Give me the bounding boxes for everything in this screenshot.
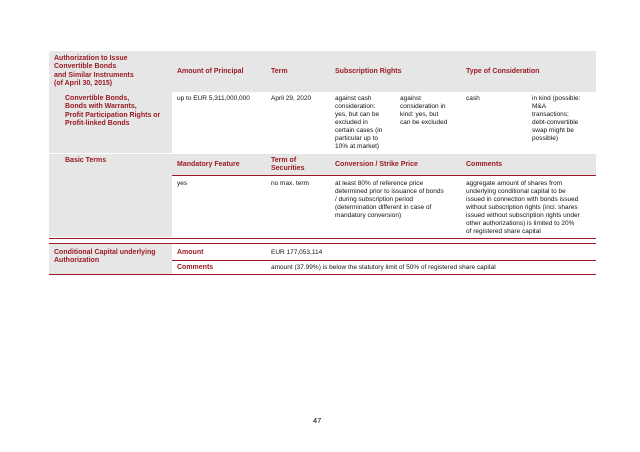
conditional-capital-label: Conditional Capital underlying Authorization	[54, 249, 156, 265]
subscription-rights-header: Subscription Rights	[335, 68, 402, 75]
conditional-capital-bottom-rule	[49, 274, 596, 275]
basic-terms-label-band	[49, 154, 172, 237]
conditional-capital-comment: amount (37.99%) is below the statutory limit of 50% of registered share capital	[271, 264, 496, 271]
mandatory-feature-value: yes	[177, 180, 188, 187]
comments-header: Comments	[466, 161, 503, 168]
principal-amount-value: up to EUR 5,311,000,000	[177, 95, 250, 102]
basic-terms-label: Basic Terms	[65, 157, 107, 164]
bond-type-label: Convertible Bonds, Bonds with Warrants, Profit Participation Rights or Profit-linked Bonds	[65, 95, 161, 128]
conditional-capital-mid-rule	[172, 260, 596, 261]
rights-cash-text: against cash consideration: yes, but can be excluded in certain cases (in particular up to 10% at market)	[335, 95, 383, 151]
consideration-cash-text: cash	[466, 95, 480, 102]
authorization-title: Authorization to Issue Convertible Bonds and Similar Instruments (of April 30, 2015)	[54, 55, 134, 88]
rights-kind-text: against consideration in kind: yes, but can be excluded	[400, 95, 448, 127]
conversion-price-text: at least 80% of reference price determined prior to issuance of bonds / during subscription period (determination different in case of mandatory conversion)	[335, 180, 444, 220]
amount-of-principal-header: Amount of Principal	[177, 68, 244, 75]
amount-label: Amount	[177, 249, 204, 256]
term-value: April 29, 2020	[271, 95, 312, 102]
page-number: 47	[313, 416, 322, 425]
term-header: Term	[271, 68, 288, 75]
basic-terms-bottom-rule	[49, 238, 596, 239]
comments-label: Comments	[177, 264, 214, 271]
comments-text: aggregate amount of shares from underlying conditional capital to be issued in connection with bonds issued without subscription rights (incl. shares issued without subscription rights under other authorizations) is limited to 20% of registered share capital	[466, 180, 580, 236]
conditional-capital-amount: EUR 177,053,114	[271, 249, 323, 256]
basic-terms-header-rule	[172, 175, 596, 176]
term-of-securities-header: Term of Securities	[271, 157, 305, 173]
consideration-kind-text: in kind (possible: M&A transactions; debt-convertible swap might be possible)	[532, 95, 581, 143]
mandatory-feature-header: Mandatory Feature	[177, 161, 240, 168]
term-of-securities-value: no max. term	[271, 180, 309, 187]
type-of-consideration-header: Type of Consideration	[466, 68, 540, 75]
conversion-strike-price-header: Conversion / Strike Price	[335, 161, 418, 168]
